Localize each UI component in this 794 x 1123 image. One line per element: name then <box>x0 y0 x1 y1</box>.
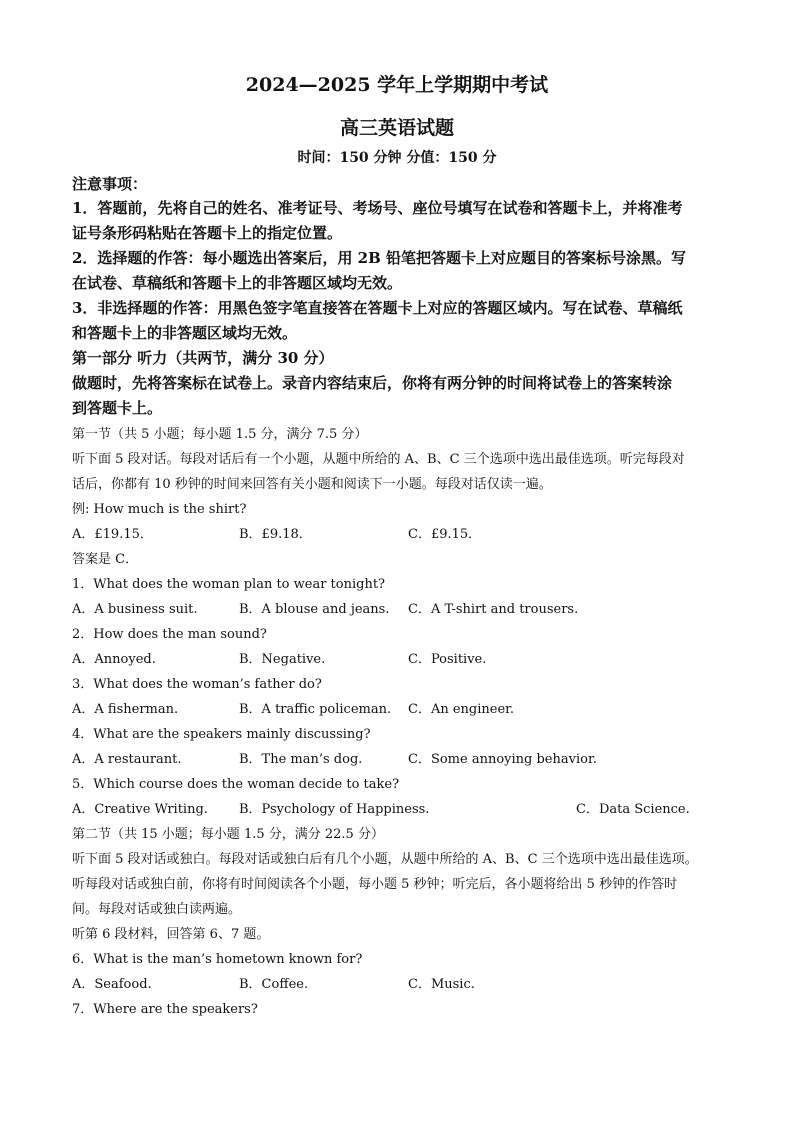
section2-instructions-cont: 听每段对话或独白前，你将有时间阅读各个小题，每小题 5 秒钟；听完后，各小题将给出 5 秒钟的作答时 <box>72 877 678 892</box>
question-4: 4．What are the speakers mainly discussing? <box>72 727 371 742</box>
question-5: 5．Which course does the woman decide to take? <box>72 777 400 792</box>
time-score-line: 时间：150 分钟 分值：150 分 <box>297 150 497 166</box>
example-option-c: C．£9.15． <box>408 527 482 542</box>
q5-option-b: B．Psychology of Happiness. <box>239 802 430 817</box>
q5-option-c: C．Data Science. <box>576 802 690 817</box>
section2-instructions-end: 间。每段对话或独白读两遍。 <box>72 902 242 917</box>
q4-option-b: B．The man’s dog. <box>239 752 363 767</box>
q2-option-b: B．Negative. <box>239 652 326 667</box>
q4-option-c: C．Some annoying behavior. <box>408 752 597 767</box>
q1-option-b: B．A blouse and jeans. <box>239 602 390 617</box>
q4-option-a: A．A restaurant. <box>72 752 182 767</box>
part1-intro-cont: 到答题卡上。 <box>72 399 163 417</box>
q3-option-c: C．An engineer. <box>408 702 515 717</box>
section2-heading: 第二节（共 15 小题；每小题 1.5 分，满分 22.5 分） <box>72 827 384 842</box>
q2-option-a: A．Annoyed. <box>72 652 156 667</box>
notice-item-2: 2．选择题的作答：每小题选出答案后，用 2B 铅笔把答题卡上对应题目的答案标号涂黑。写 <box>72 249 687 267</box>
exam-title: 2024—2025 学年上学期期中考试 <box>245 74 549 96</box>
section1-instructions-cont: 话后，你都有 10 秒钟的时间来回答有关小题和阅读下一小题。每段对话仅读一遍。 <box>72 477 552 492</box>
part1-intro: 做题时，先将答案标在试卷上。录音内容结束后，你将有两分钟的时间将试卷上的答案转涂 <box>72 374 673 392</box>
q3-option-a: A．A fisherman. <box>72 702 179 717</box>
question-2: 2．How does the man sound? <box>72 627 267 642</box>
exam-subtitle: 高三英语试题 <box>339 117 454 139</box>
material-6-note: 听第 6 段材料，回答第 6、7 题。 <box>72 927 270 942</box>
question-1: 1．What does the woman plan to wear tonight? <box>72 577 386 592</box>
section1-instructions: 听下面 5 段对话。每段对话后有一个小题，从题中所给的 A、B、C 三个选项中选出最佳选项。听完每段对 <box>72 452 685 467</box>
q1-option-a: A．A business suit. <box>72 602 198 617</box>
example-answer: 答案是 C． <box>72 552 139 567</box>
example-question: 例: How much is the shirt? <box>72 502 247 517</box>
section2-instructions: 听下面 5 段对话或独白。每段对话或独白后有几个小题，从题中所给的 A、B、C 三个选项中选出最佳选项。 <box>72 852 698 867</box>
q6-option-a: A．Seafood. <box>72 977 152 992</box>
part1-heading: 第一部分 听力（共两节，满分 30 分） <box>72 349 334 367</box>
q6-option-b: B．Coffee. <box>239 977 309 992</box>
notice-heading: 注意事项： <box>72 175 148 193</box>
notice-item-1-cont: 证号条形码粘贴在答题卡上的指定位置。 <box>72 224 343 242</box>
notice-item-1: 1．答题前，先将自己的姓名、准考证号、考场号、座位号填写在试卷和答题卡上，并将准考 <box>72 199 683 217</box>
q1-option-c: C．A T-shirt and trousers. <box>408 602 579 617</box>
notice-item-3-cont: 和答题卡上的非答题区域均无效。 <box>72 324 298 342</box>
example-option-b: B．£9.18． <box>239 527 312 542</box>
notice-item-3: 3．非选择题的作答：用黑色签字笔直接答在答题卡上对应的答题区域内。写在试卷、草稿纸 <box>72 299 683 317</box>
question-7: 7．Where are the speakers? <box>72 1002 258 1017</box>
q6-option-c: C．Music. <box>408 977 475 992</box>
q2-option-c: C．Positive. <box>408 652 487 667</box>
q5-option-a: A．Creative Writing. <box>72 802 208 817</box>
question-6: 6．What is the man’s hometown known for? <box>72 952 363 967</box>
q3-option-b: B．A traffic policeman. <box>239 702 392 717</box>
notice-item-2-cont: 在试卷、草稿纸和答题卡上的非答题区域均无效。 <box>72 274 403 292</box>
question-3: 3．What does the woman’s father do? <box>72 677 322 692</box>
example-option-a: A．£19.15． <box>72 527 153 542</box>
section1-heading: 第一节（共 5 小题；每小题 1.5 分，满分 7.5 分） <box>72 427 368 442</box>
